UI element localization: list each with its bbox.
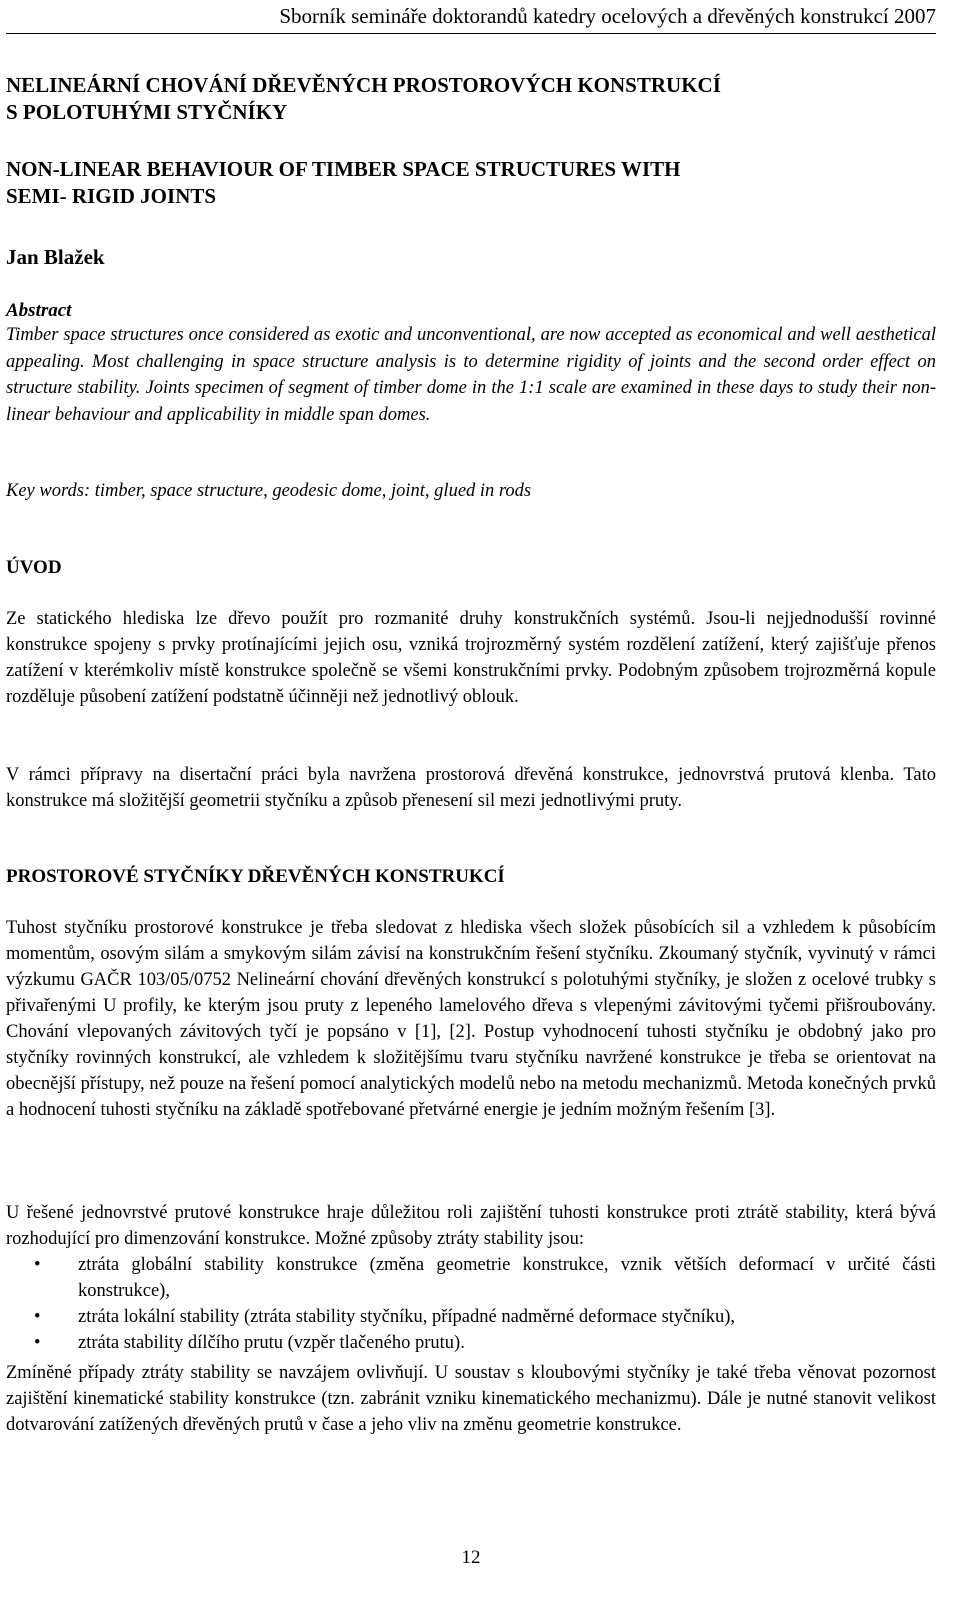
abstract-heading: Abstract	[6, 300, 72, 321]
section-heading-prostorove-stycniky: PROSTOROVÉ STYČNÍKY DŘEVĚNÝCH KONSTRUKCÍ	[6, 866, 505, 887]
list-item	[6, 1304, 936, 1330]
uvod-paragraph-1: Ze statického hlediska lze dřevo použít pro rozmanité druhy konstrukčních systémů. Jsou-li nejjednodušší rovinné konstrukce spojeny s prvky protínajícími jejich osu, vzniká trojrozměrný systém rozdělení zatížení, který zajišťuje přenos zatížení v kterémkoliv místě konstrukce společně se všemi konstrukčními prvky. Podobným způsobem trojrozměrná kopule rozděluje působení zatížení podstatně účinněji než jednotlivý oblouk.	[6, 609, 936, 707]
title-en-line-2: SEMI- RIGID JOINTS	[6, 184, 217, 208]
running-header: Sborník semináře doktorandů katedry ocelových a dřevěných konstrukcí 2007	[279, 4, 936, 28]
page-number: 12	[461, 1547, 481, 1568]
section-heading-uvod: ÚVOD	[6, 557, 62, 578]
bullet-icon: •	[34, 1333, 41, 1353]
page	[6, 0, 936, 1600]
list-item	[6, 1252, 936, 1304]
keywords: Key words: timber, space structure, geodesic dome, joint, glued in rods	[6, 481, 532, 501]
prostorove-paragraph-3: Zmíněné případy ztráty stability se navzájem ovlivňují. U soustav s kloubovými styčníky je také třeba věnovat pozornost zajištění kinematické stability konstrukce (tzn. zabránit vzniku kinematického mechanizmu). Dále je nutné stanovit velikost dotvarování zatížených dřevěných prutů v čase a jeho vliv na změnu geometrie konstrukce.	[6, 1363, 936, 1435]
bullet-icon: •	[34, 1255, 41, 1275]
abstract-body: Timber space structures once considered as exotic and unconventional, are now accepted as economical and well aesthetical appealing. Most challenging in space structure analysis is to determine rigidity of joints and the second order effect on structure stability. Joints specimen of segment of timber dome in the 1:1 scale are examined in these days to study their non-linear behaviour and applicability in middle span domes.	[6, 325, 936, 425]
header-divider	[6, 33, 936, 34]
title-en-line-1: NON-LINEAR BEHAVIOUR OF TIMBER SPACE STRUCTURES WITH	[6, 157, 681, 181]
bullet-icon: •	[34, 1307, 41, 1327]
list-item-text: ztráta globální stability konstrukce (změna geometrie konstrukce, vznik větších deformací v určité části konstrukce),	[78, 1255, 936, 1301]
prostorove-paragraph-2: U řešené jednovrstvé prutové konstrukce hraje důležitou roli zajištění tuhosti konstrukce proti ztrátě stability, která bývá rozhodující pro dimenzování konstrukce. Možné způsoby ztráty stability jsou:	[6, 1203, 936, 1249]
list-item-text: ztráta lokální stability (ztráta stability styčníku, případné nadměrné deformace styčníku),	[78, 1307, 736, 1327]
paper-title-czech	[6, 72, 936, 126]
paper-title-english	[6, 156, 936, 210]
list-item-text: ztráta stability dílčího prutu (vzpěr tlačeného prutu).	[78, 1333, 465, 1353]
prostorove-paragraph-1: Tuhost styčníku prostorové konstrukce je třeba sledovat z hlediska všech složek působících sil a vzhledem k působícím momentům, osovým silám a smykovým silám závisí na konstrukčním řešení styčníku. Zkoumaný styčník, vyvinutý v rámci výzkumu GAČR 103/05/0752 Nelineární chování dřevěných konstrukcí s polotuhými styčníky, je složen z ocelové trubky s přivařenými U profily, ke kterým jsou pruty z lepeného lamelového dřeva s vlepenými závitovými tyčemi přišroubovány. Chování vlepovaných závitových tyčí je popsáno v [1], [2]. Postup vyhodnocení tuhosti styčníku je obdobný jako pro styčníky rovinných konstrukcí, ale vzhledem k složitějšímu tvaru styčníku navržené konstrukce je třeba se orientovat na obecnější přístupy, než pouze na řešení pomocí analytických modelů nebo na metodu mechanizmů. Metoda konečných prvků a hodnocení tuhosti styčníku na základě spotřebované přetvárné energie je jedním možným řešením [3].	[6, 918, 936, 1120]
stability-loss-list	[6, 1252, 936, 1356]
uvod-paragraph-2: V rámci přípravy na disertační práci byla navržena prostorová dřevěná konstrukce, jednovrstvá prutová klenba. Tato konstrukce má složitější geometrii styčníku a způsob přenesení sil mezi jednotlivými pruty.	[6, 765, 936, 811]
title-cz-line-2: S POLOTUHÝMI STYČNÍKY	[6, 100, 288, 124]
title-cz-line-1: NELINEÁRNÍ CHOVÁNÍ DŘEVĚNÝCH PROSTOROVÝCH KONSTRUKCÍ	[6, 73, 721, 97]
list-item	[6, 1330, 936, 1356]
author-name: Jan Blažek	[6, 245, 105, 269]
